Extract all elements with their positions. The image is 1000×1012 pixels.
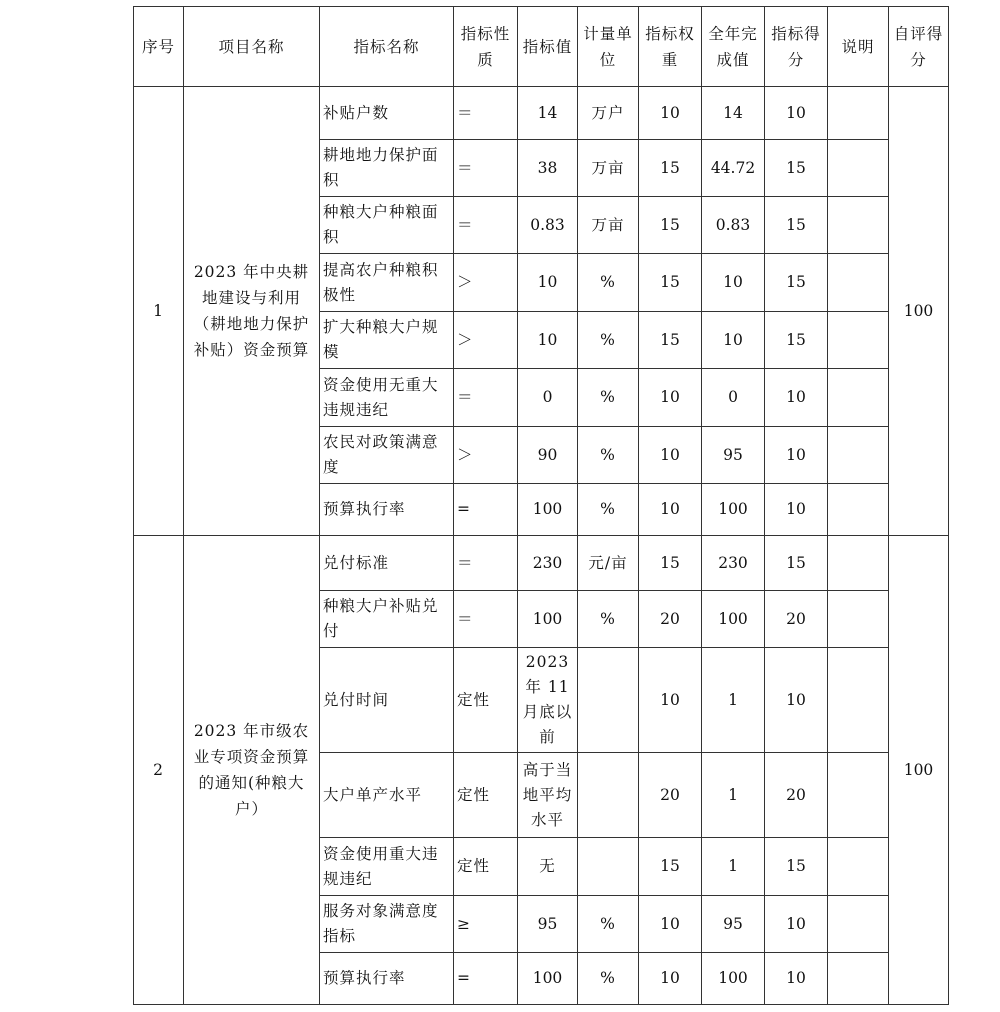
indicator-value: 38: [518, 140, 578, 197]
indicator-weight: 10: [639, 87, 702, 140]
indicator-name: 种粮大户种粮面积: [320, 197, 454, 254]
indicator-note: [828, 312, 889, 369]
indicator-value: 100: [518, 484, 578, 536]
indicator-value: 无: [518, 838, 578, 896]
indicator-weight: 10: [639, 427, 702, 484]
indicator-value: 100: [518, 591, 578, 648]
indicator-nature: 定性: [454, 753, 518, 838]
indicator-note: [828, 953, 889, 1005]
indicator-nature: ＝: [454, 536, 518, 591]
indicator-value: 10: [518, 254, 578, 312]
indicator-value: 2023 年 11 月底以前: [518, 648, 578, 753]
indicator-weight: 15: [639, 536, 702, 591]
indicator-note: [828, 591, 889, 648]
indicator-nature: ＝: [454, 87, 518, 140]
indicator-note: [828, 254, 889, 312]
project-self-score: 100: [889, 87, 949, 536]
indicator-score: 10: [765, 369, 828, 427]
indicator-name: 资金使用重大违规违纪: [320, 838, 454, 896]
indicator-completed: 100: [702, 953, 765, 1005]
indicator-score: 10: [765, 648, 828, 753]
indicator-completed: 14: [702, 87, 765, 140]
indicator-completed: 230: [702, 536, 765, 591]
indicator-completed: 0.83: [702, 197, 765, 254]
indicator-value: 100: [518, 953, 578, 1005]
project-self-score: 100: [889, 536, 949, 1005]
indicator-nature: 定性: [454, 648, 518, 753]
indicator-note: [828, 369, 889, 427]
indicator-weight: 10: [639, 953, 702, 1005]
indicator-score: 10: [765, 953, 828, 1005]
indicator-completed: 0: [702, 369, 765, 427]
header-row: [134, 7, 949, 87]
indicator-weight: 10: [639, 369, 702, 427]
indicator-nature: ＝: [454, 197, 518, 254]
indicator-score: 20: [765, 591, 828, 648]
indicator-completed: 95: [702, 896, 765, 953]
indicator-weight: 15: [639, 838, 702, 896]
indicator-unit: %: [578, 896, 639, 953]
indicator-value: 90: [518, 427, 578, 484]
indicator-name: 农民对政策满意度: [320, 427, 454, 484]
indicator-unit: %: [578, 953, 639, 1005]
indicator-unit: %: [578, 369, 639, 427]
indicator-nature: =: [454, 953, 518, 1005]
indicator-weight: 20: [639, 753, 702, 838]
indicator-note: [828, 484, 889, 536]
indicator-score: 15: [765, 197, 828, 254]
indicator-unit: %: [578, 312, 639, 369]
indicator-note: [828, 87, 889, 140]
indicator-completed: 95: [702, 427, 765, 484]
indicator-nature: =: [454, 484, 518, 536]
indicator-score: 10: [765, 87, 828, 140]
indicator-nature: ＞: [454, 254, 518, 312]
indicator-nature: 定性: [454, 838, 518, 896]
indicator-score: 15: [765, 312, 828, 369]
indicator-name: 耕地地力保护面积: [320, 140, 454, 197]
header-project: 项目名称: [184, 7, 320, 87]
header-indicator: 指标名称: [320, 7, 454, 87]
project-name: 2023 年中央耕地建设与利用（耕地地力保护补贴）资金预算: [184, 87, 320, 536]
indicator-nature: ＞: [454, 312, 518, 369]
indicator-score: 10: [765, 896, 828, 953]
indicator-value: 高于当地平均水平: [518, 753, 578, 838]
indicator-value: 10: [518, 312, 578, 369]
indicator-weight: 10: [639, 484, 702, 536]
indicator-weight: 10: [639, 648, 702, 753]
project-seq: 1: [134, 87, 184, 536]
indicator-name: 扩大种粮大户规模: [320, 312, 454, 369]
indicator-completed: 10: [702, 312, 765, 369]
indicator-score: 10: [765, 427, 828, 484]
performance-evaluation-table: [133, 6, 949, 1005]
header-completed: 全年完成值: [702, 7, 765, 87]
indicator-completed: 10: [702, 254, 765, 312]
indicator-name: 兑付时间: [320, 648, 454, 753]
indicator-value: 14: [518, 87, 578, 140]
indicator-completed: 44.72: [702, 140, 765, 197]
indicator-unit: [578, 838, 639, 896]
indicator-unit: %: [578, 484, 639, 536]
indicator-unit: [578, 753, 639, 838]
indicator-completed: 1: [702, 838, 765, 896]
indicator-name: 提高农户种粮积极性: [320, 254, 454, 312]
indicator-weight: 10: [639, 896, 702, 953]
header-seq: 序号: [134, 7, 184, 87]
header-self-score: 自评得分: [889, 7, 949, 87]
indicator-name: 补贴户数: [320, 87, 454, 140]
indicator-weight: 15: [639, 254, 702, 312]
indicator-nature: ＝: [454, 591, 518, 648]
indicator-value: 0: [518, 369, 578, 427]
header-score: 指标得分: [765, 7, 828, 87]
project-name: 2023 年市级农业专项资金预算的通知(种粮大户）: [184, 536, 320, 1005]
indicator-completed: 1: [702, 753, 765, 838]
indicator-name: 预算执行率: [320, 953, 454, 1005]
indicator-value: 230: [518, 536, 578, 591]
indicator-unit: %: [578, 254, 639, 312]
indicator-unit: [578, 648, 639, 753]
indicator-name: 种粮大户补贴兑付: [320, 591, 454, 648]
indicator-note: [828, 536, 889, 591]
indicator-completed: 100: [702, 484, 765, 536]
indicator-note: [828, 838, 889, 896]
indicator-unit: 万亩: [578, 197, 639, 254]
header-unit: 计量单位: [578, 7, 639, 87]
indicator-value: 95: [518, 896, 578, 953]
indicator-unit: %: [578, 427, 639, 484]
header-value: 指标值: [518, 7, 578, 87]
project-seq: 2: [134, 536, 184, 1005]
indicator-unit: %: [578, 591, 639, 648]
indicator-note: [828, 648, 889, 753]
table-row: [134, 87, 949, 140]
indicator-score: 15: [765, 140, 828, 197]
header-weight: 指标权重: [639, 7, 702, 87]
indicator-name: 服务对象满意度指标: [320, 896, 454, 953]
indicator-weight: 20: [639, 591, 702, 648]
indicator-weight: 15: [639, 312, 702, 369]
indicator-value: 0.83: [518, 197, 578, 254]
indicator-score: 20: [765, 753, 828, 838]
indicator-name: 预算执行率: [320, 484, 454, 536]
header-note: 说明: [828, 7, 889, 87]
indicator-nature: ≥: [454, 896, 518, 953]
indicator-score: 10: [765, 484, 828, 536]
indicator-unit: 万户: [578, 87, 639, 140]
header-nature: 指标性质: [454, 7, 518, 87]
indicator-note: [828, 140, 889, 197]
indicator-nature: ＞: [454, 427, 518, 484]
indicator-name: 大户单产水平: [320, 753, 454, 838]
indicator-name: 资金使用无重大违规违纪: [320, 369, 454, 427]
indicator-note: [828, 753, 889, 838]
indicator-name: 兑付标准: [320, 536, 454, 591]
indicator-note: [828, 427, 889, 484]
indicator-unit: 元/亩: [578, 536, 639, 591]
indicator-score: 15: [765, 254, 828, 312]
indicator-nature: ＝: [454, 140, 518, 197]
indicator-completed: 1: [702, 648, 765, 753]
indicator-score: 15: [765, 838, 828, 896]
indicator-nature: ＝: [454, 369, 518, 427]
indicator-weight: 15: [639, 197, 702, 254]
indicator-note: [828, 197, 889, 254]
indicator-unit: 万亩: [578, 140, 639, 197]
table-row: [134, 536, 949, 591]
indicator-score: 15: [765, 536, 828, 591]
indicator-weight: 15: [639, 140, 702, 197]
indicator-note: [828, 896, 889, 953]
indicator-completed: 100: [702, 591, 765, 648]
